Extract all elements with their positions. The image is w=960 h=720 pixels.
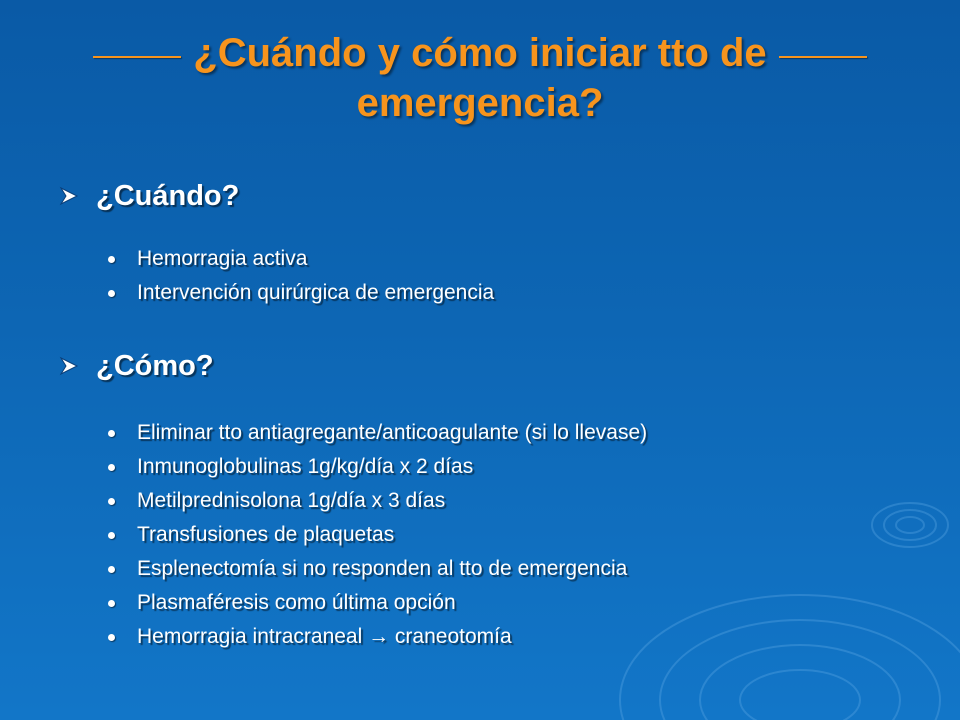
- section-como-heading: [58, 346, 918, 386]
- bullet-dot-icon: [108, 600, 115, 607]
- section-heading-text: ¿Cómo?: [96, 349, 214, 382]
- list-item: Metilprednisolona 1g/día x 3 días: [108, 484, 918, 518]
- bullet-dot-icon: [108, 464, 115, 471]
- bullet-dot-icon: [108, 498, 115, 505]
- section-cuando-list: [108, 242, 918, 310]
- slide-content: [58, 176, 918, 654]
- title-rule-left: [93, 56, 181, 58]
- bullet-dot-icon: [108, 256, 115, 263]
- list-item: Eliminar tto antiagregante/anticoagulante (si lo llevase): [108, 416, 918, 450]
- title-line-2: emergencia?: [356, 81, 604, 125]
- bullet-dot-icon: [108, 430, 115, 437]
- list-item: Hemorragia activa: [108, 242, 918, 276]
- bullet-dot-icon: [108, 290, 115, 297]
- slide-title: [40, 28, 920, 128]
- list-item: Plasmaféresis como última opción: [108, 586, 918, 620]
- title-rule-right: [779, 56, 867, 58]
- list-item: Intervención quirúrgica de emergencia: [108, 276, 918, 310]
- bullet-dot-icon: [108, 532, 115, 539]
- section-como-list: [108, 416, 918, 654]
- list-item: Hemorragia intracraneal → craneotomía: [108, 620, 918, 654]
- section-heading-text: ¿Cuándo?: [96, 179, 240, 212]
- bullet-dot-icon: [108, 634, 115, 641]
- title-line-1: ¿Cuándo y cómo iniciar tto de: [193, 31, 767, 75]
- section-cuando-heading: [58, 176, 918, 216]
- arrow-bullet-icon: [58, 185, 80, 207]
- list-item: Inmunoglobulinas 1g/kg/día x 2 días: [108, 450, 918, 484]
- arrow-bullet-icon: [58, 355, 80, 377]
- list-item: Transfusiones de plaquetas: [108, 518, 918, 552]
- bullet-dot-icon: [108, 566, 115, 573]
- list-item: Esplenectomía si no responden al tto de emergencia: [108, 552, 918, 586]
